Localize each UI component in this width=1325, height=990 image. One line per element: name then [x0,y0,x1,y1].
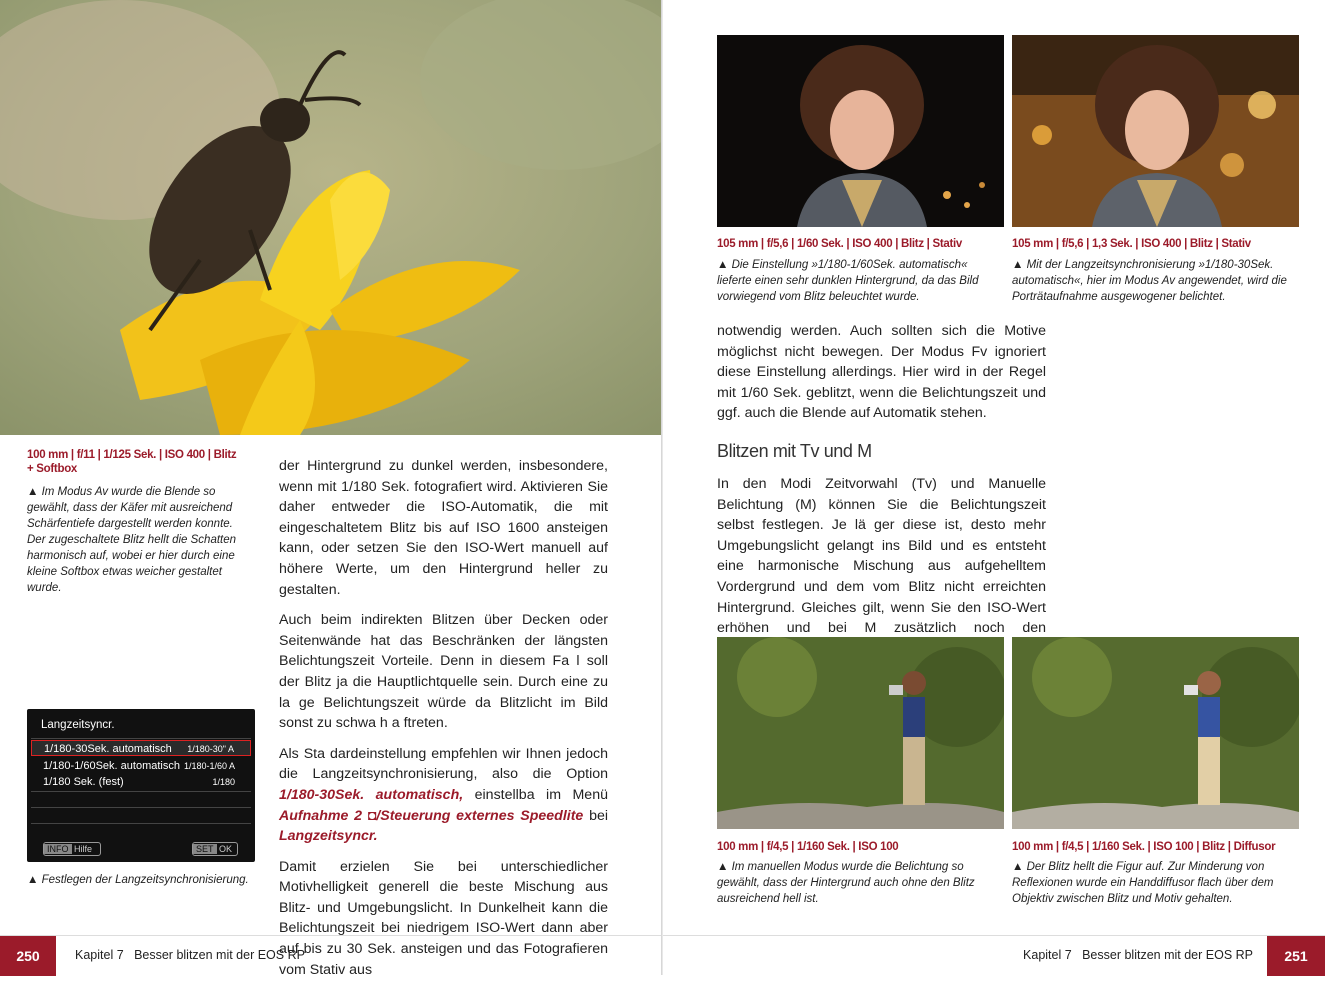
text-span: Als Sta dardeinstellung empfehlen wir Ihnen jedoch die Langzeitsynchronisierung, also die Option [279,745,608,783]
chapter-title: Kapitel 7 Besser blitzen mit der EOS RP [1023,948,1253,962]
divider [31,823,251,824]
info-help-button [43,842,101,856]
camera-menu-caption: ▲ Festlegen der Langzeitsynchronisierung. [27,874,249,886]
set-label: SET [193,844,217,854]
text-span: bei [583,807,608,824]
beetle-photo-caption: ▲ Im Modus Av wurde die Blende so gewählt, dass der Käfer mit ausreichend Schärfentiefe dargestellt werden konnte. Der zugeschaltete Blitz hellt die Schatten harmonisch auf, wobei er hier durch eine kleine Softbox etwas weicher gestaltet wurde. [27,486,237,594]
option-label: 1/180-30Sek. automatisch [44,743,172,755]
ok-label: OK [219,844,233,854]
figurine-no-flash-caption: ▲ Im manuellen Modus wurde die Belichtung so gewählt, dass der Hintergrund auch ohne den Blitz ausreichend hell ist. [717,861,975,905]
beetle-photo-exif: 100 mm | f/11 | 1/125 Sek. | ISO 400 | Blitz + Softbox [27,449,237,475]
right-footer [663,935,1325,975]
camera-menu-title: Langzeitsyncr. [41,719,115,731]
page-number: 250 [0,936,56,976]
menu-path: Aufnahme 2 ◘/Steuerung externes Speedlite [279,807,584,824]
menu-item-name: Langzeitsyncr. [279,828,378,845]
figurine-no-flash-photo [717,637,1004,829]
right-body-text-2: In den Modi Zeitvorwahl (Tv) und Manuelle Belichtung (M) können Sie die Belichtungszeit selbst festlegen. Je lä ger diese ist, desto mehr Umgebungslicht gelangt ins Bild und es entsteht eine harmonische Mischung aus aufgehelltem Vordergrund und dem vom Blitz nicht erreichten Hintergrund. Gleiches gilt, wenn Sie den ISO-Wert erhöhen und bei M zusätzlich noch den [717,476,1046,637]
text-span: einstellba im Menü [463,786,608,803]
camera-menu-option [31,758,251,774]
option-name: 1/180-30Sek. automatisch, [279,786,464,803]
portrait-dark-exif: 105 mm | f/5,6 | 1/60 Sek. | ISO 400 | Blitz | Stativ [717,238,963,250]
figurine-flash-caption: ▲ Der Blitz hellt die Figur auf. Zur Minderung von Reflexionen wurde ein Handdiffusor flach über dem Objektiv zwischen Blitz und Motiv gehalten. [1012,861,1274,905]
left-footer [0,935,662,975]
section-heading: Blitzen mit Tv und M [717,441,872,461]
set-ok-button [192,842,238,856]
figurine-flash-diffusor-photo [1012,637,1299,829]
right-page [663,0,1325,975]
left-page [0,0,662,978]
divider [31,807,251,808]
left-body-text [279,456,608,990]
paragraph: Auch beim indirekten Blitzen über Decken oder Seitenwände hat das Beschränken der längsten Belichtungszeit Vorteile. Denn in diesem Fa l soll der Blitz ja die Hauptlichtquelle sein. Durch eine zu la ge Belichtungszeit würde da Blitzlicht im Bild sonst zu schwa h a ftreten. [279,612,608,732]
info-label: INFO [44,844,72,854]
paragraph: Damit erzielen Sie bei unterschiedlicher Motivhelligkeit generell die beste Mischung aus Blitz- und Umgebungslicht. In Dunkelheit kann die Belichtungszeit bei niedrigem ISO-Wert dann aber auf bis zu 30 Sek. ansteigen und das Fotografieren vom Stativ aus [279,858,608,978]
beetle-flower-photo [0,0,662,435]
right-body-text-1: notwendig werden. Auch sollten sich die Motive möglichst nicht bewegen. Der Modus Fv ignoriert diese Einstellung allerdings. Hier wird in der Regel mit 1/60 Sek. geblitzt, wenn die Belichtungszeit und ggf. auch die Blende auf Automatik stehen. [717,323,1046,422]
chapter-title: Kapitel 7 Besser blitzen mit der EOS RP [75,948,305,962]
option-value: 1/180 [212,777,235,787]
portrait-dark-caption: ▲ Die Einstellung »1/180-1/60Sek. automatisch« lieferte einen sehr dunklen Hintergrund, da das Bild vorwiegend vom Blitz beleuchtet wurde. [717,259,979,303]
camera-menu-option [31,774,251,790]
portrait-bright-background-photo [1012,35,1299,227]
option-value: 1/180-1/60 A [183,761,235,771]
camera-menu-screenshot [27,709,255,862]
portrait-bright-exif: 105 mm | f/5,6 | 1,3 Sek. | ISO 400 | Blitz | Stativ [1012,238,1251,250]
help-label: Hilfe [74,844,93,854]
camera-menu-option-selected [31,740,251,756]
figurine-no-flash-exif: 100 mm | f/4,5 | 1/160 Sek. | ISO 100 [717,841,899,853]
option-value: 1/180-30" A [187,744,234,754]
page-number: 251 [1267,936,1325,976]
option-label: 1/180-1/60Sek. automatisch [43,760,180,772]
figurine-flash-exif: 100 mm | f/4,5 | 1/160 Sek. | ISO 100 | Blitz | Diffusor [1012,841,1276,853]
portrait-bright-caption: ▲ Mit der Langzeitsynchronisierung »1/180-30Sek. automatisch«, hier im Modus Av angewendet, wird die Porträtaufnahme ausgewogener belichtet. [1012,259,1287,303]
option-label: 1/180 Sek. (fest) [43,776,124,788]
portrait-dark-background-photo [717,35,1004,227]
divider [31,738,251,739]
paragraph: der Hintergrund zu dunkel werden, insbesondere, wenn mit 1/180 Sek. fotografiert wird. Aktivieren Sie daher entweder die ISO-Automatik, die mit eingeschaltetem Blitz bis auf ISO 1600 ansteigen kann, oder setzen Sie den ISO-Wert manuell auf höhere Werte, um den Hintergrund heller zu gestalten. [279,458,608,598]
divider [31,791,251,792]
paragraph [279,744,608,847]
